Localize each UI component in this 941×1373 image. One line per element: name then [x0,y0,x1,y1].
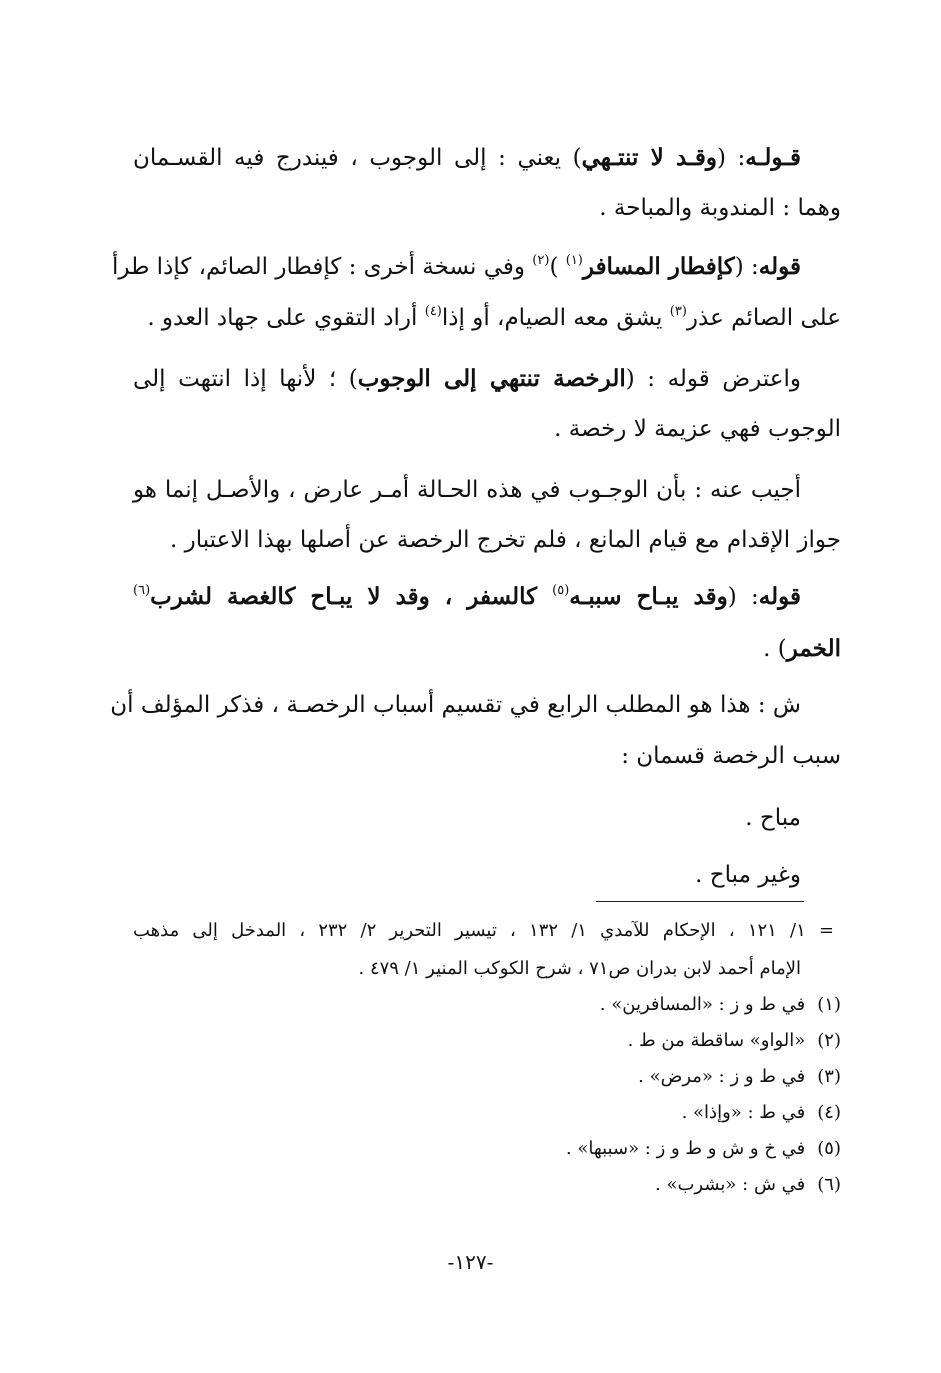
footnote-number: (٤) [817,1102,841,1123]
footnote-ref-4: (٤) [424,304,442,319]
quoted-text: كإفطار المسافر [582,253,735,280]
footnote-number: (١) [817,994,841,1015]
footnote-text: «الواو» ساقطة من ط . [627,1030,806,1051]
footnote-2 [628,1028,841,1054]
footnote-text: في ط : «وإذا» . [681,1102,806,1123]
quoted-text: الخمر [786,635,841,662]
paragraph-6-line-1: ش : هذا هو المطلب الرابع في تقسيم أسباب الرخصـة ، فذكر المؤلف أن [110,692,801,718]
quoted-text: وقد يبـاح سببـه [569,583,728,610]
footnote-4 [682,1100,841,1126]
footnote-text: في خ و ش و ط و ز : «سببها» . [565,1138,806,1159]
paragraph-2-line-2 [147,303,841,333]
footnote-separator [596,901,804,902]
footnote-ref-2: (٢) [532,253,550,268]
open-paren: : ( [727,584,759,610]
footnote-continuation-line-1: = ١/ ١٢١ ، الإحكام للآمدي ١/ ١٣٢ ، تيسير التحرير ٢/ ٢٣٢ ، المدخل إلى مذهب [133,920,834,941]
commentary-text: واعترض قوله : ( [625,366,802,392]
quoted-text: كالسفر ، وقد لا يبـاح كالغصة لشرب [150,583,553,610]
paragraph-2-line-1 [111,252,801,282]
footnote-number: (٢) [817,1030,841,1051]
footnote-text: في ش : «بشرب» . [655,1174,806,1195]
footnote-ref-5: (٥) [552,583,570,598]
footnote-ref-3: (٣) [669,304,687,319]
list-item-permissible: مباح . [745,805,801,831]
open-paren: : ( [734,254,759,280]
qawluh-label: قوله [758,253,801,280]
paragraph-3-line-1 [133,364,801,394]
footnote-1 [600,992,841,1018]
commentary-text: على الصائم عذر [686,305,841,331]
paragraph-5-line-1 [133,582,801,612]
footnote-text: في ط و ز : «المسافرين» . [599,994,806,1015]
footnote-number: (٥) [817,1138,841,1159]
commentary-text: وفي نسخة أخرى : كإفطار الصائم، كإذا طرأ [111,254,533,280]
footnote-5 [566,1136,841,1162]
commentary-text: أراد التقوي على جهاد العدو . [147,305,425,331]
paragraph-1-line-1 [133,143,801,173]
quoted-text: الرخصة تنتهي إلى الوجوب [357,365,626,392]
open-paren: : ( [716,145,746,171]
footnote-3 [638,1064,841,1090]
close-paren: ) . [763,636,787,662]
paragraph-3-line-2: الوجوب فهي عزيمة لا رخصة . [554,416,841,442]
quoted-text: وقـد لا تنتـهي [581,144,717,171]
footnote-continuation-line-2: الإمام أحمد لابن بدران ص٧١ ، شرح الكوكب المنير ١/ ٤٧٩ . [358,958,801,979]
paragraph-5-line-2 [763,634,841,664]
commentary-text: يشق معه الصيام، أو إذا [441,305,670,331]
footnote-6 [655,1172,841,1198]
paragraph-4-line-2: جواز الإقدام مع قيام المانع ، فلم تخرج الرخصة عن أصلها بهذا الاعتبار . [169,527,841,553]
paragraph-6-line-2: سبب الرخصة قسمان : [621,743,841,769]
footnote-number: (٦) [817,1174,841,1195]
close-paren: ) [549,254,566,280]
footnote-ref-1: (١) [565,253,583,268]
list-item-not-permissible: وغير مباح . [695,862,801,888]
footnote-ref-6: (٦) [133,583,151,598]
footnote-text: في ط و ز : «مرض» . [638,1066,806,1087]
footnote-number: (٣) [817,1066,841,1087]
commentary-text: ) يعني : إلى الوجوب ، فيندرج فيه القسـمان [133,145,582,171]
commentary-text: ) ؛ لأنها إذا انتهت إلى [133,366,358,392]
qawluh-label: قـولـه [745,144,801,171]
paragraph-4-line-1: أجيب عنه : بأن الوجـوب في هذه الحـالة أمـر عارض ، والأصـل إنما هو [133,477,801,503]
paragraph-1-line-2: وهما : المندوبة والمباحة . [599,195,841,221]
page-number: -١٢٧- [447,1250,494,1274]
qawluh-label: قوله [758,583,801,610]
